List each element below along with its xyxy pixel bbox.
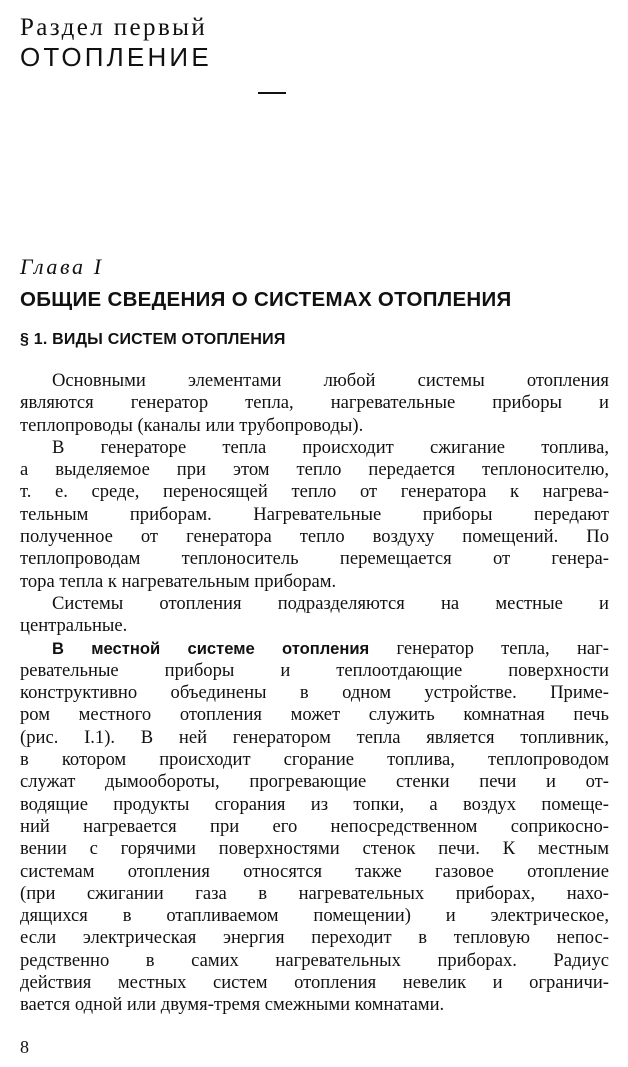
text-line: в котором происходит сгорание топлива, теплопроводом bbox=[20, 749, 609, 771]
text-line: ний нагревается при его непосредственном соприкосно- bbox=[20, 815, 609, 837]
section-title: ОТОПЛЕНИЕ bbox=[20, 42, 212, 72]
text-line: вении с горячими поверхностями стенок печи. К местным bbox=[20, 838, 609, 860]
text-line: ром местного отопления может служить комнатная печь bbox=[20, 704, 609, 726]
section-label: Раздел первый bbox=[20, 14, 208, 41]
text-line: редственно в самих нагревательных приборах. Радиус bbox=[20, 949, 609, 971]
text-line: Основными элементами любой системы отопления bbox=[52, 370, 609, 391]
text-line: центральные. bbox=[20, 615, 128, 637]
text-line: теплопроводам теплоноситель перемещается от генера- bbox=[20, 548, 609, 570]
paragraph-title: § 1. ВИДЫ СИСТЕМ ОТОПЛЕНИЯ bbox=[20, 331, 286, 348]
text-line: Системы отопления подразделяются на местные и bbox=[52, 592, 609, 614]
page-number: 8 bbox=[20, 1037, 29, 1057]
title-rule bbox=[258, 92, 286, 94]
bold-term: В местной системе отопления bbox=[52, 638, 370, 658]
text-line: вается одной или двумя-тремя смежными комнатами. bbox=[20, 994, 445, 1016]
text-line: дящихся в отапливаемом помещении) и электрическое, bbox=[20, 905, 609, 927]
chapter-title: ОБЩИЕ СВЕДЕНИЯ О СИСТЕМАХ ОТОПЛЕНИЯ bbox=[20, 288, 512, 311]
text-line bbox=[20, 638, 609, 660]
text-line: тора тепла к нагревательным приборам. bbox=[20, 570, 337, 592]
text-line: действия местных систем отопления невелик и ограничи- bbox=[20, 972, 609, 994]
text-line: ревательные приборы и теплоотдающие поверхности bbox=[20, 659, 609, 681]
text-line: В генераторе тепла происходит сжигание топлива, bbox=[52, 436, 609, 458]
text-line: тельным приборам. Нагревательные приборы передают bbox=[20, 503, 609, 525]
text-line: служат дымообороты, прогревающие стенки печи и от- bbox=[20, 771, 609, 793]
text-line: а выделяемое при этом тепло передается теплоносителю, bbox=[20, 459, 609, 481]
text-line: теплопроводы (каналы или трубопроводы). bbox=[20, 414, 364, 436]
text-line: т. е. среде, переносящей тепло от генератора к нагрева- bbox=[20, 481, 609, 503]
chapter-label: Глава I bbox=[20, 254, 104, 279]
text-line: конструктивно объединены в одном устройстве. Приме- bbox=[20, 682, 609, 704]
text-line: (рис. I.1). В ней генератором тепла является топливник, bbox=[20, 726, 609, 748]
text-line: системам отопления относятся также газовое отопление bbox=[20, 860, 609, 882]
text-line: если электрическая энергия переходит в тепловую непос- bbox=[20, 927, 609, 949]
text-fragment: генератор тепла, наг- bbox=[369, 637, 609, 659]
text-line: являются генератор тепла, нагревательные приборы и bbox=[20, 392, 609, 414]
text-line: полученное от генератора тепло воздуху помещений. По bbox=[20, 526, 609, 548]
text-line: (при сжигании газа в нагревательных приборах, нахо- bbox=[20, 882, 609, 904]
text-line: водящие продукты сгорания из топки, а воздух помеще- bbox=[20, 793, 609, 815]
body-text bbox=[20, 370, 609, 1017]
